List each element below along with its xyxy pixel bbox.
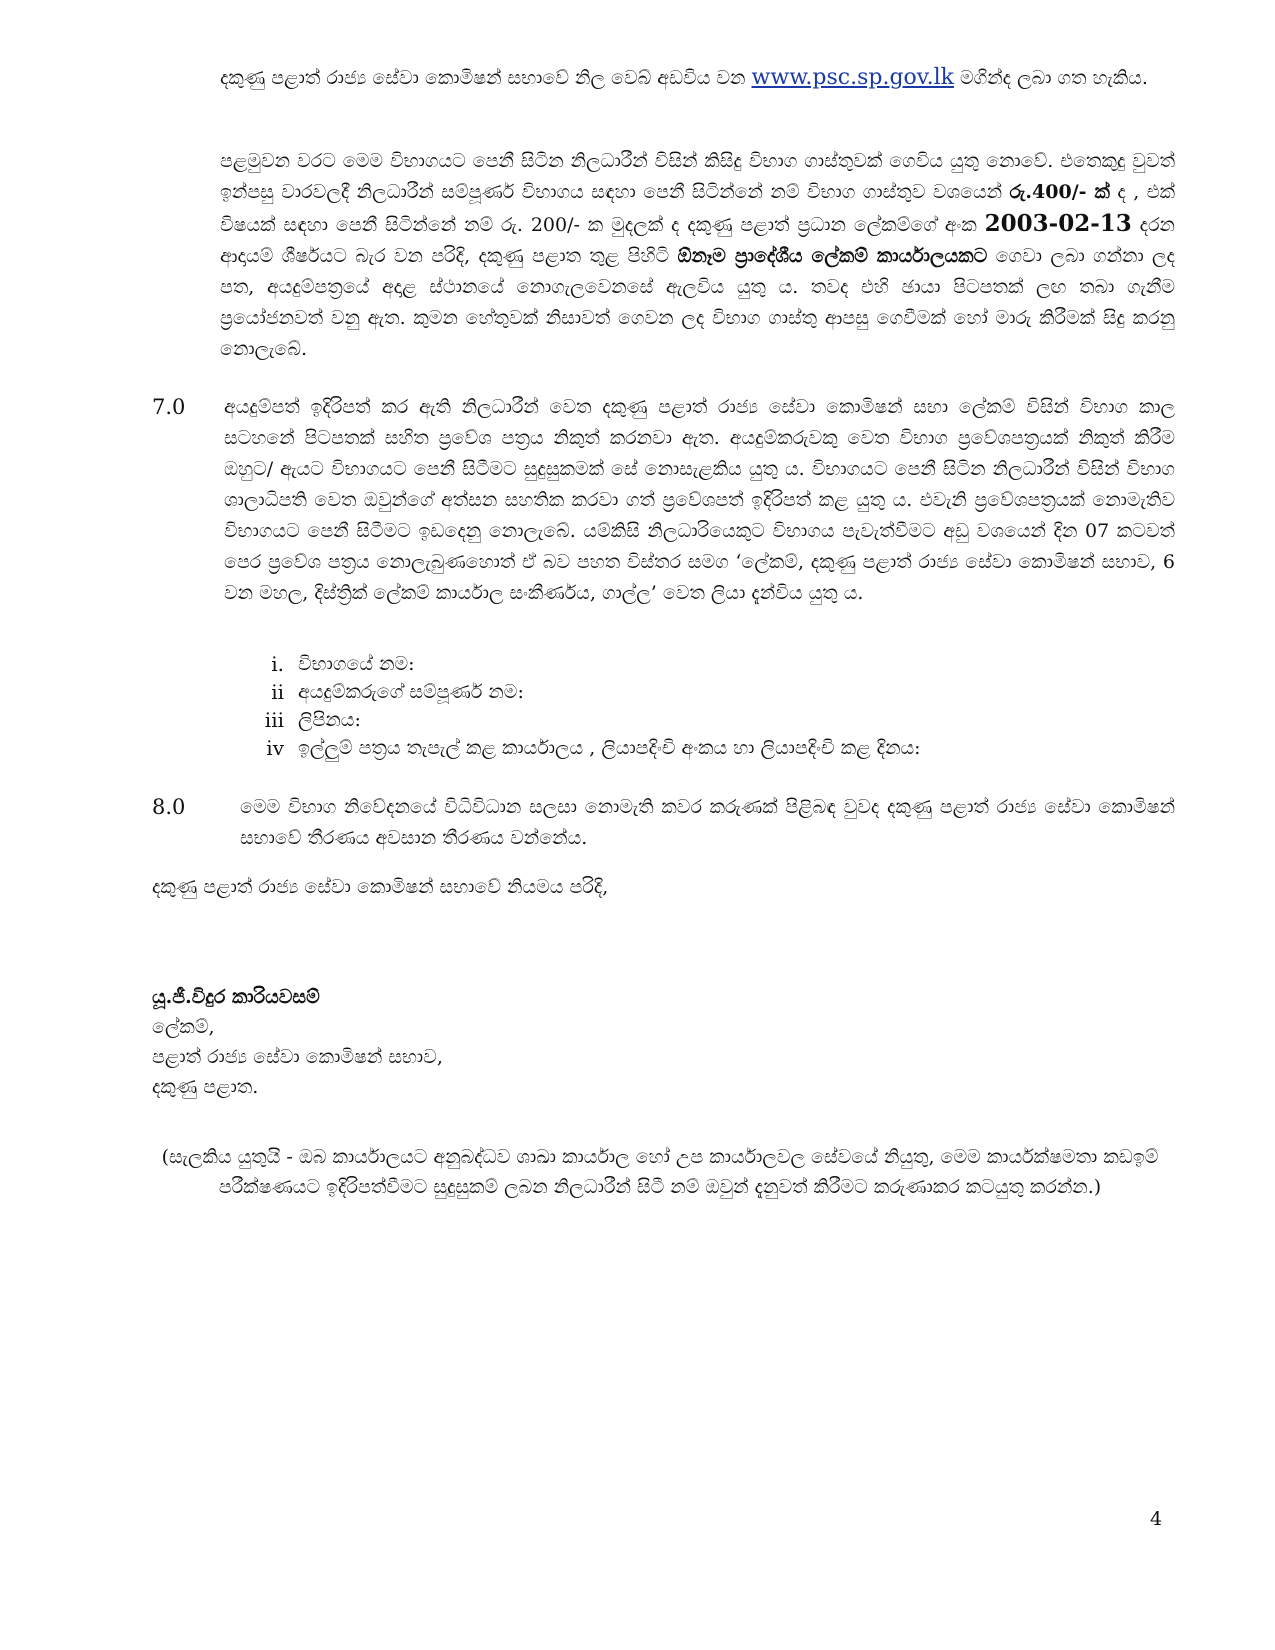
section-7-number: 7.0 [152, 395, 186, 419]
website-text-pre: දකුණු පළාත් රාජ්‍ය සේවා කොමිෂන් සභාවේ නිල වෙබ් අඩවිය වන [220, 67, 752, 89]
section-8-text: මෙම විභාග නිවේදනයේ විධිවිධාන සලසා නොමැති කවර කරුණක් පිළිබඳ වුවද දකුණු පළාත් රාජ්‍ය සේවා කොමිෂන් සභාවේ තීරණය අවසාන තීරණය වන්නේය. [240, 796, 1175, 849]
details-list [248, 650, 921, 762]
page-number: 4 [1150, 1508, 1163, 1530]
list-item-number: iv [266, 736, 284, 760]
revenue-code: 2003-02-13 [984, 210, 1132, 237]
list-item [248, 650, 921, 678]
list-item [248, 678, 921, 706]
fees-text-4: ගෙවා ලබා ගන්නා ලද පත, අයදුම්පත්‍රයේ අදාළ ස්ථානයේ නොගැලවෙනසේ ඇලවිය යුතු ය. තවද එහි ඡායා පිටපතක් ලඟ තබා ගැනීම ප්‍රයෝජනවත් වනු ඇත. කුමන හේතුවක් නිසාවත් ගෙවන ලද විභාග ගාස්තු ආපසු ගෙවීමක් හෝ මාරු කිරීමක් සිදු කරනු නොලැබේ. [220, 245, 1175, 360]
list-item-text: විභාගයේ නම: [298, 653, 415, 675]
signatory-organization: පළාත් රාජ්‍ය සේවා කොමිෂන් සභාව, [152, 1046, 443, 1068]
fees-text-2: ද , එක් විෂයක් සඳහා පෙනී සිටින්නේ නම් රු. 200/- ක මුදලක් ද දකුණු පළාත් ප්‍රධාන ලේකම්ගේ අංක [220, 181, 1176, 236]
office-name: ඕනෑම ප්‍රාදේශීය ලේකම් කාර්යාලයකට [677, 245, 988, 267]
list-item-number: iii [264, 708, 284, 732]
signatory-name: යූ.ජී.විදුර කාරියවසම් [152, 986, 320, 1008]
list-item [248, 734, 921, 762]
fee-amount: රු.400/- ක් [1009, 181, 1110, 203]
website-paragraph [220, 62, 1175, 94]
list-item-text: ඉල්ලුම් පත්‍රය තැපැල් කළ කාර්යාලය , ලියාපදිංචි අංකය හා ලියාපදිංචි කළ දිනය: [298, 737, 921, 759]
fees-text-3: දරන ආදායම් ශීර්ෂයට බැර වන පරිදි, දකුණු පළාත තුළ පිහිටි [220, 214, 1175, 267]
website-link[interactable]: www.psc.sp.gov.lk [751, 65, 954, 90]
fees-text-1: පළමුවන වරට මෙම විභාගයට පෙනී සිටින නිලධාරීන් විසින් කිසිදු විභාග ගාස්තුවක් ගෙවිය යුතු නොවේ. එතෙකුදු වුවත් ඉන්පසු වාරවලදී නිලධාරීන් සම්පූර්ණ විභාගය සඳහා පෙනී සිටින්නේ නම් විභාග ගාස්තුව වශයෙන් [220, 150, 1175, 203]
signatory-title: ලේකම්, [152, 1016, 215, 1038]
fees-paragraph [220, 146, 1175, 365]
section-7-text: අයදුම්පත් ඉදිරිපත් කර ඇති නිලධාරීන් වෙත දකුණු පළාත් රාජ්‍ය සේවා කොමිෂන් සභා ලේකම් විසින් විභාග කාල සටහනේ පිටපතක් සහිත ප්‍රවේශ පත්‍රය නිකුත් කරනවා ඇත. අයදුම්කරුවකු වෙත විභාග ප්‍රවේශපත්‍රයක් නිකුත් කිරීම ඔහුට/ ඇයට විභාගයට පෙනී සිටීමට සුදුසුකමක් සේ නොසැළකිය යුතු ය. විභාගයට පෙනී සිටින නිලධාරීන් විසින් විභාග ශාලාධිපති වෙත ඔවුන්ගේ අත්සන සහතික කරවා ගත් ප්‍රවේශපත් ඉදිරිපත් කළ යුතු ය. එවැනි ප්‍රවේශපත්‍රයක් නොමැතිව විභාගයට පෙනී සිටීමට ඉඩදෙනු නොලැබේ. යම්කිසි නිලධාරියෙකුට විභාගය පැවැත්වීමට අඩු වශයෙන් දින 07 කටවත් පෙර ප්‍රවේශ පත්‍රය නොලැබුණහොත් ඒ බව පහත විස්තර සමග ‘ලේකම්, දකුණු පළාත් රාජ්‍ය සේවා කොමිෂන් සභාව, 6 වන මහල, දිස්ත්‍රික් ලේකම් කාර්යාල සංකීර්ණය, ගාල්ල’ වෙත ලියා දැන්විය යුතු ය. [224, 396, 1175, 604]
list-item-number: ii [271, 680, 284, 704]
footnote: (සැලකිය යුතුයි - ඔබ කාර්යාලයට අනුබද්ධව ශාඛා කාර්යාල හෝ උප කාර්යාලවල සේවයේ නියුතු, මෙම කාර්යක්ෂමතා කඩඉම් පරීක්ෂණයට ඉදිරිපත්වීමට සුදුසුකම් ලබන නිලධාරීන් සිටී නම් ඔවුන් දැනුවත් කිරීමට කරුණාකර කටයුතු කරන්න.) [161, 1146, 1159, 1198]
list-item-text: ලිපිනය: [298, 709, 361, 731]
list-item [248, 706, 921, 734]
website-text-post: මගින්ද ලබා ගත හැකිය. [953, 67, 1148, 89]
signatory-province: දකුණු පළාත. [152, 1076, 259, 1098]
list-item-text: අයදුම්කරුගේ සම්පූර්ණ නම: [298, 681, 524, 703]
section-8-number: 8.0 [152, 795, 186, 819]
list-item-number: i. [271, 652, 284, 676]
signature-block [152, 982, 443, 1102]
closing-line: දකුණු පළාත් රාජ්‍ය සේවා කොමිෂන් සභාවේ නියමය පරිදි, [152, 876, 609, 898]
